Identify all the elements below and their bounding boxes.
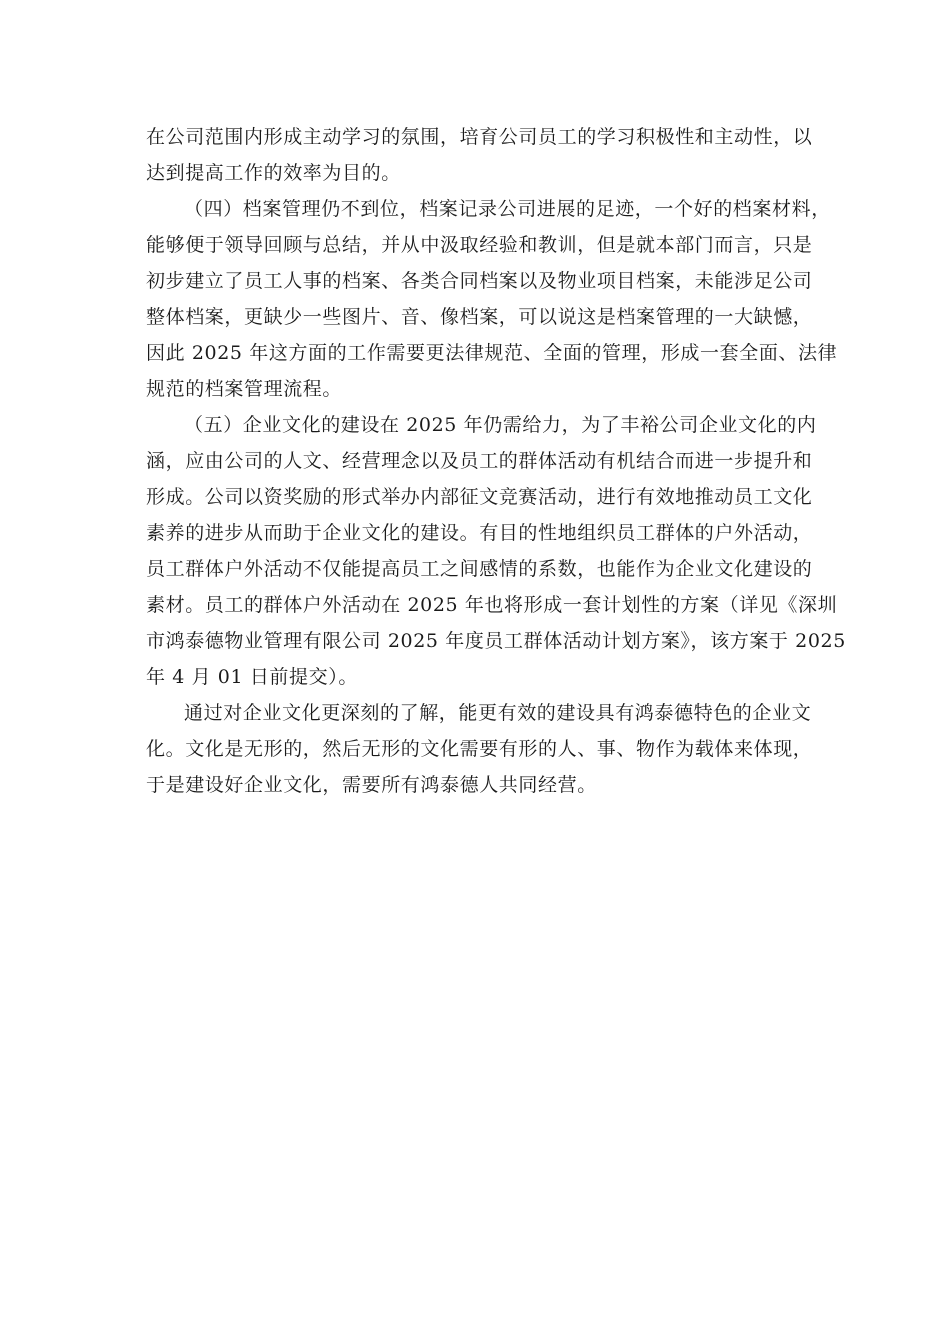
paragraph-line: 形成。公司以资奖励的形式举办内部征文竞赛活动，进行有效地推动员工文化 bbox=[146, 486, 813, 508]
paragraph-line: 化。文化是无形的，然后无形的文化需要有形的人、事、物作为载体来体现， bbox=[146, 738, 813, 760]
paragraph-line: 市鸿泰德物业管理有限公司 2025 年度员工群体活动计划方案》，该方案于 2025 bbox=[146, 630, 846, 652]
paragraph-line: 能够便于领导回顾与总结，并从中汲取经验和教训，但是就本部门而言，只是 bbox=[146, 234, 813, 256]
paragraph-line: 素材。员工的群体户外活动在 2025 年也将形成一套计划性的方案（详见《深圳 bbox=[146, 594, 838, 616]
paragraph-line: 素养的进步从而助于企业文化的建设。有目的性地组织员工群体的户外活动， bbox=[146, 522, 813, 544]
paragraph-line: 在公司范围内形成主动学习的氛围，培育公司员工的学习积极性和主动性，以 bbox=[146, 126, 813, 148]
paragraph-line: 达到提高工作的效率为目的。 bbox=[146, 162, 401, 184]
paragraph-line: （五）企业文化的建设在 2025 年仍需给力，为了丰裕公司企业文化的内 bbox=[184, 414, 817, 436]
paragraph-line: （四）档案管理仍不到位，档案记录公司进展的足迹，一个好的档案材料， bbox=[184, 198, 831, 220]
paragraph-line: 通过对企业文化更深刻的了解，能更有效的建设具有鸿泰德特色的企业文 bbox=[184, 702, 812, 724]
document-body bbox=[146, 119, 846, 803]
paragraph-line: 初步建立了员工人事的档案、各类合同档案以及物业项目档案，未能涉足公司 bbox=[146, 270, 813, 292]
paragraph-line: 整体档案，更缺少一些图片、音、像档案，可以说这是档案管理的一大缺憾， bbox=[146, 306, 813, 328]
paragraph-line: 年 4 月 01 日前提交）。 bbox=[146, 666, 358, 688]
paragraph-line: 规范的档案管理流程。 bbox=[146, 378, 343, 400]
paragraph-line: 因此 2025 年这方面的工作需要更法律规范、全面的管理，形成一套全面、法律 bbox=[146, 342, 838, 364]
paragraph-line: 员工群体户外活动不仅能提高员工之间感情的系数，也能作为企业文化建设的 bbox=[146, 558, 813, 580]
paragraph-line: 涵，应由公司的人文、经营理念以及员工的群体活动有机结合而进一步提升和 bbox=[146, 450, 813, 472]
paragraph-line: 于是建设好企业文化，需要所有鸿泰德人共同经营。 bbox=[146, 774, 597, 796]
